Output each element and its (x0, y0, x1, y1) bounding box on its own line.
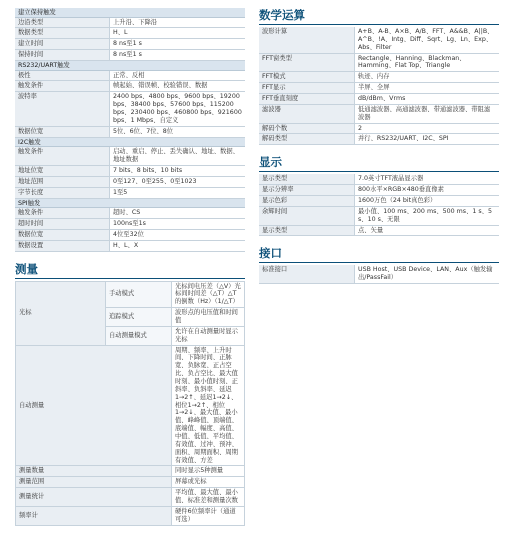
table-row (15, 230, 245, 241)
table-row (259, 72, 499, 83)
row-label: 余辉时间 (259, 207, 355, 225)
table-row (259, 265, 499, 284)
display-spec-table (259, 174, 499, 236)
measure-table (15, 281, 245, 526)
auto-measure-label: 自动测量 (16, 345, 172, 466)
row-value: 0至127、0至255、0至1023 (113, 177, 197, 185)
interface-section-title: 接口 (259, 246, 499, 263)
auto-measure-value: 周期、频率、上升时间、下降时间、正脉宽、负脉宽、正占空比、负占空比、最大值时刻、最小值时刻、正斜率、负斜率、延迟1→2↑、延迟1→2↓、相位1→2↑、相位1→2↓、最大值、最小值、峰峰值、顶端值、底端值、幅度、高值、中值、低值、平均值、有效值、过冲、预冲、面积、周期面积、周期有效值、方差 (172, 345, 245, 466)
table-row (15, 81, 245, 92)
row-value: 半屏、全屏 (358, 84, 390, 92)
row-label: 触发条件 (15, 147, 110, 165)
row-label: FFT窗类型 (259, 54, 355, 72)
row-value: 超时、CS (113, 209, 141, 217)
row-value: 800水平×RGB×480垂直像素 (358, 186, 444, 194)
table-row (16, 345, 245, 466)
row-value: 2400 bps、4800 bps、9600 bps、19200 bps、38400 bps、57600 bps、115200 bps、230400 bps、460800 bps、921600 bps、1 Mbps、自定义 (113, 93, 242, 124)
row-value: A+B、A-B、A×B、A/B、FFT、A&&B、A||B、A^B、!A、Intg、Diff、Sqrt、Lg、Ln、Exp、Abs、Filter (358, 28, 494, 51)
table-row (15, 166, 245, 177)
table-row (15, 39, 245, 50)
row-label: 标准接口 (259, 265, 355, 283)
cursor-track-value: 波形点的电压值和时间值 (172, 308, 245, 327)
measure-section-title: 测量 (15, 262, 245, 279)
row-label: FFT显示 (259, 83, 355, 93)
row-value: 8 ns至1 s (113, 40, 142, 48)
table-row (259, 226, 499, 237)
row-value: 屏幕或光标 (172, 477, 245, 488)
math-section-title: 数学运算 (259, 8, 499, 25)
table-row (259, 207, 499, 226)
row-value: 轨迹、内存 (358, 73, 390, 81)
row-label: 测量数量 (16, 466, 172, 477)
left-column (15, 8, 245, 526)
row-label: 解码个数 (259, 124, 355, 134)
row-value: H、L、X (113, 241, 139, 249)
table-row (15, 208, 245, 219)
row-value: H、L (113, 29, 128, 37)
math-spec-table (259, 27, 499, 145)
row-value: 低通滤波器、高通滤波器、带通滤波器、带阻滤波器 (358, 105, 491, 121)
row-value: 5位、6位、7位、8位 (113, 127, 174, 135)
table-row (15, 241, 245, 252)
row-label: 触发条件 (15, 208, 110, 218)
row-value: 4位至32位 (113, 230, 144, 238)
table-row (15, 188, 245, 199)
row-label: 显示类型 (259, 174, 355, 184)
row-label: 字节长度 (15, 188, 110, 198)
table-row (16, 488, 245, 507)
row-label: 地址范围 (15, 177, 110, 187)
cursor-manual-value: 光标间电压差（△V）光标间时间差（△T）△T的倒数（Hz）（1/△T） (172, 281, 245, 308)
table-row (259, 185, 499, 196)
right-column (259, 8, 499, 284)
row-label: 数据设置 (15, 241, 110, 251)
table-row (259, 54, 499, 73)
row-value: 帧起始、错误帧、校验错误、数据 (113, 82, 208, 90)
table-row (15, 127, 245, 138)
row-value: 2 (358, 124, 363, 132)
table-row (15, 92, 245, 126)
row-label: FFT垂直刻度 (259, 94, 355, 104)
row-value: 正常、反相 (113, 71, 145, 79)
row-label: 显示色彩 (259, 196, 355, 206)
table-row (16, 506, 245, 525)
table-row (15, 177, 245, 188)
row-value: 硬件6位频率计（通道可选） (172, 506, 245, 525)
row-label: 保持时间 (15, 50, 110, 60)
row-label: 建立时间 (15, 39, 110, 49)
row-value: 8 ns至1 s (113, 51, 142, 59)
table-row (16, 477, 245, 488)
row-label: 显示类型 (259, 226, 355, 236)
table-row (259, 94, 499, 105)
row-value: 启动、重启、停止、丢失确认、地址、数据、地址数据 (113, 148, 239, 164)
cursor-manual-label: 手动模式 (106, 281, 172, 308)
row-value: 7.0英寸TFT液晶显示器 (358, 175, 424, 183)
display-section-title: 显示 (259, 155, 499, 172)
row-label: 触发条件 (15, 81, 110, 91)
group-header: RS232/UART触发 (15, 61, 245, 71)
row-value: 最小值、100 ms、200 ms、500 ms、1 s、5 s、10 s、无限 (358, 207, 492, 223)
row-value: 1600万色（24 bit真色彩） (358, 197, 437, 205)
table-row (16, 281, 245, 308)
row-value: 平均值、最大值、最小值、标准差和测量次数 (172, 488, 245, 507)
row-label: FFT模式 (259, 72, 355, 82)
row-label: 地址位宽 (15, 166, 110, 176)
row-label: 测量范围 (16, 477, 172, 488)
row-value: 7 bits、8 bits、10 bits (113, 166, 183, 174)
row-label: 数据类型 (15, 28, 110, 38)
table-row (259, 174, 499, 185)
row-value: 同时显示5种测量 (172, 466, 245, 477)
table-row (16, 466, 245, 477)
row-label: 超时时间 (15, 219, 110, 229)
row-value: Rectangle、Hanning、Blackman、Hamming、Flat Top、Triangle (358, 54, 466, 70)
row-value: 点、矢量 (358, 226, 384, 234)
row-value: dB/dBm、Vrms (358, 95, 406, 103)
row-label: 数据位宽 (15, 127, 110, 137)
cursor-auto-label: 自动测量模式 (106, 326, 172, 345)
row-label: 极性 (15, 71, 110, 81)
table-row (15, 147, 245, 166)
row-value: 上升沿、下降沿 (113, 18, 158, 26)
cursor-label: 光标 (16, 281, 106, 345)
table-row (259, 27, 499, 54)
table-row (259, 196, 499, 207)
row-label: 边沿类型 (15, 18, 110, 28)
table-row (15, 18, 245, 29)
cursor-auto-value: 允许在自动测量时显示光标 (172, 326, 245, 345)
table-row (15, 219, 245, 230)
row-label: 滤波器 (259, 105, 355, 123)
row-label: 数据位宽 (15, 230, 110, 240)
row-label: 波形计算 (259, 27, 355, 53)
row-value: 1至5 (113, 188, 128, 196)
table-row (15, 28, 245, 39)
group-header: SPI触发 (15, 199, 245, 209)
table-row (259, 83, 499, 94)
cursor-track-label: 追踪模式 (106, 308, 172, 327)
row-label: 显示分辨率 (259, 185, 355, 195)
row-label: 测量统计 (16, 488, 172, 507)
row-value: USB Host、USB Device、LAN、Aux（触发输出/PassFail） (358, 266, 493, 282)
group-header: 建立保持触发 (15, 8, 245, 18)
interface-spec-table (259, 265, 499, 284)
trigger-spec-table (15, 8, 245, 252)
row-value: 100ns至1s (113, 219, 146, 227)
table-row (15, 71, 245, 82)
group-header: I2C触发 (15, 138, 245, 148)
table-row (259, 105, 499, 124)
row-value: 并行、RS232/UART、I2C、SPI (358, 135, 449, 143)
table-row (259, 134, 499, 145)
row-label: 解码类型 (259, 134, 355, 144)
table-row (259, 124, 499, 135)
row-label: 频率计 (16, 506, 172, 525)
row-label: 波特率 (15, 92, 110, 125)
table-row (15, 50, 245, 61)
